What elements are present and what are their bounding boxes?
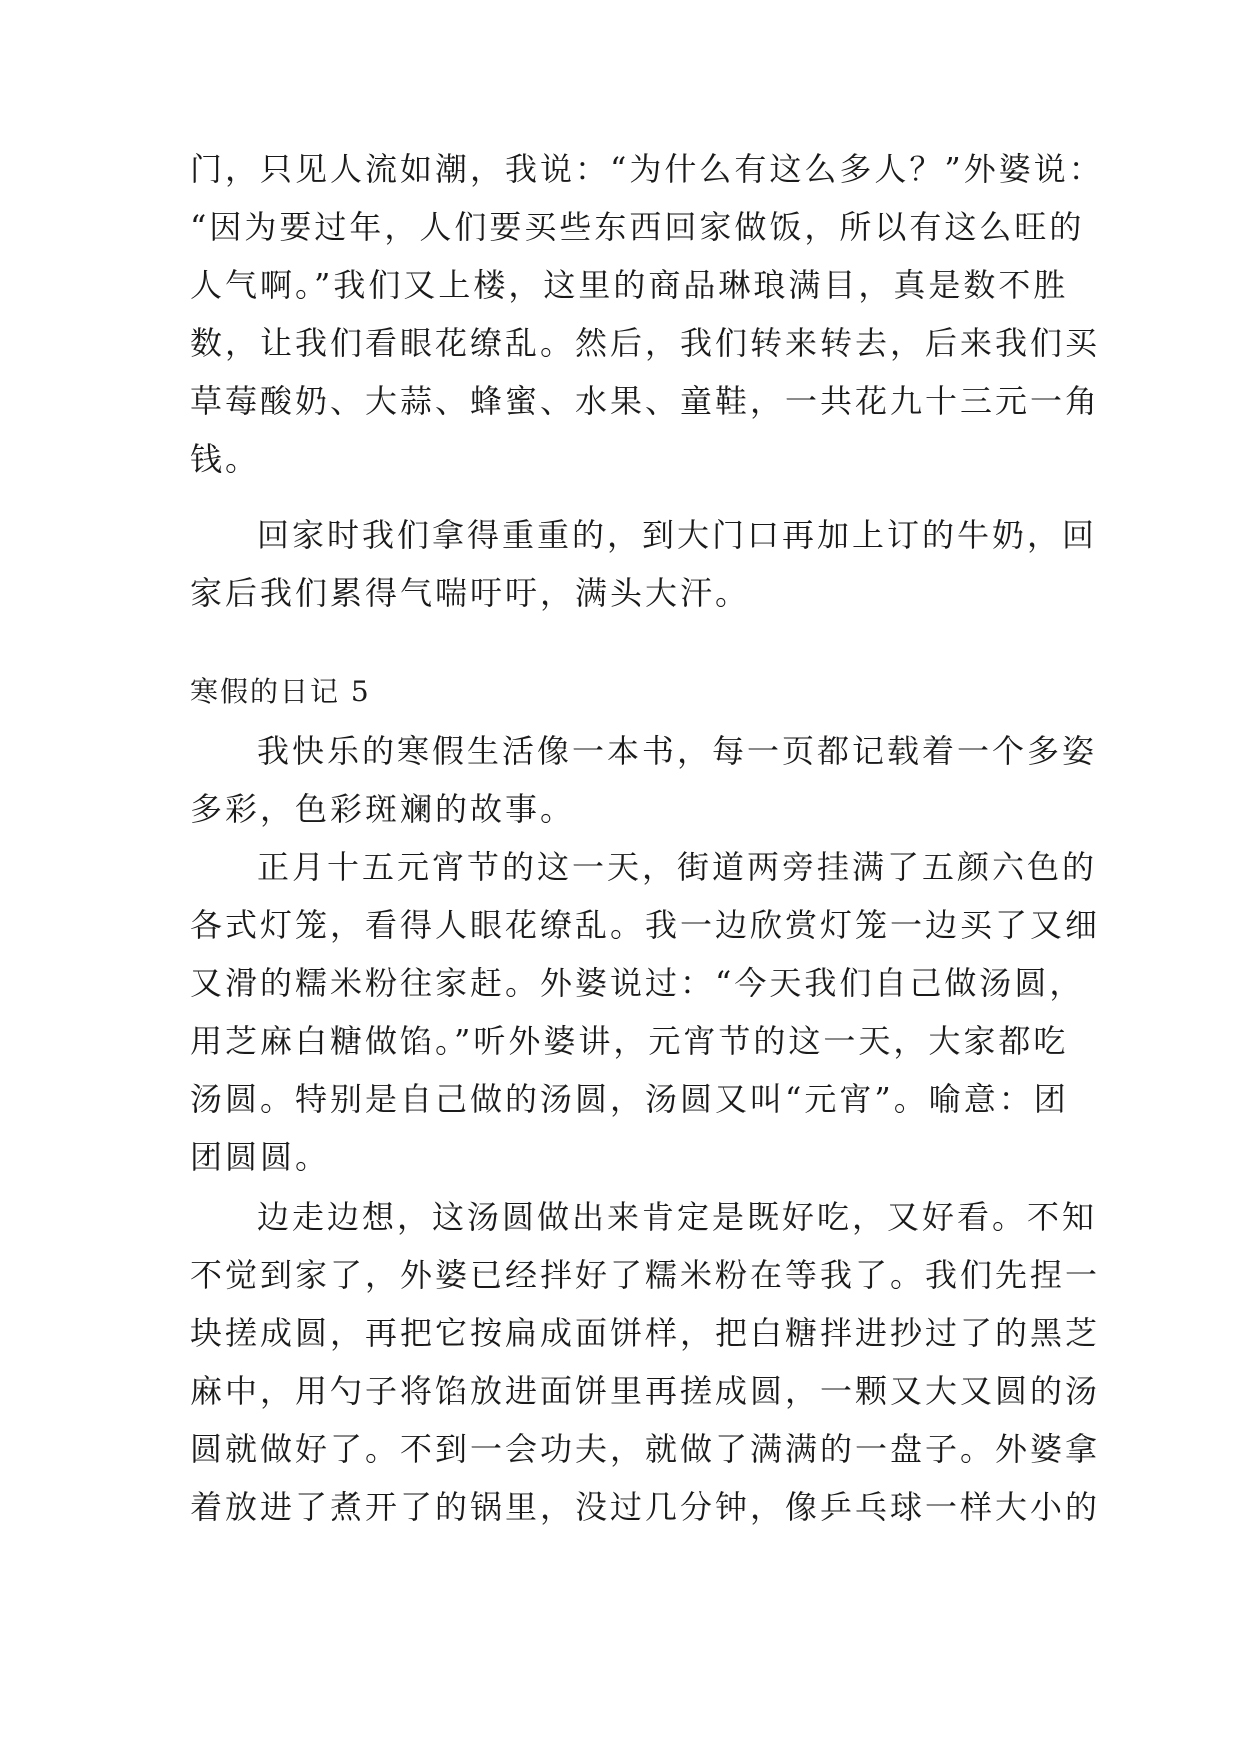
text-line: 人气啊。”我们又上楼，这里的商品琳琅满目，真是数不胜 — [190, 266, 1069, 304]
paragraph-making-tangyuan — [190, 1188, 1101, 1536]
paragraph-lantern-festival — [190, 838, 1101, 1186]
paragraph-return-home — [190, 506, 1098, 622]
diary-heading: 寒假的日记 5 — [190, 675, 371, 708]
paragraph-market-trip — [190, 140, 1104, 488]
text-line: 着放进了煮开了的锅里，没过几分钟，像乒乓球一样大小的 — [190, 1488, 1101, 1526]
text-line: 多彩，色彩斑斓的故事。 — [190, 790, 576, 828]
text-line: 各式灯笼，看得人眼花缭乱。我一边欣赏灯笼一边买了又细 — [190, 906, 1101, 944]
text-line: 又滑的糯米粉往家赶。外婆说过：“今天我们自己做汤圆， — [190, 964, 1085, 1002]
text-line: 块搓成圆，再把它按扁成面饼样，把白糖拌进抄过了的黑芝 — [190, 1314, 1101, 1352]
text-line: 圆就做好了。不到一会功夫，就做了满满的一盘子。外婆拿 — [190, 1430, 1101, 1468]
text-line: 边走边想，这汤圆做出来肯定是既好吃，又好看。不知 — [257, 1198, 1098, 1236]
text-line: 家后我们累得气喘吁吁，满头大汗。 — [190, 574, 751, 612]
text-line: 麻中，用勺子将馅放进面饼里再搓成圆，一颗又大又圆的汤 — [190, 1372, 1101, 1410]
text-line: 团圆圆。 — [190, 1138, 331, 1176]
text-line: 数，让我们看眼花缭乱。然后，我们转来转去，后来我们买 — [190, 324, 1101, 362]
text-line: 草莓酸奶、大蒜、蜂蜜、水果、童鞋，一共花九十三元一角 — [190, 382, 1101, 420]
text-line: 回家时我们拿得重重的，到大门口再加上订的牛奶，回 — [257, 516, 1098, 554]
text-line: “因为要过年，人们要买些东西回家做饭，所以有这么旺的 — [190, 208, 1085, 246]
text-line: 钱。 — [190, 440, 261, 478]
diary-heading-block — [190, 663, 1070, 721]
text-line: 正月十五元宵节的这一天，街道两旁挂满了五颜六色的 — [257, 848, 1098, 886]
text-line: 汤圆。特别是自己做的汤圆，汤圆又叫“元宵”。喻意：团 — [190, 1080, 1069, 1118]
text-line: 不觉到家了，外婆已经拌好了糯米粉在等我了。我们先捏一 — [190, 1256, 1101, 1294]
text-line: 用芝麻白糖做馅。”听外婆讲，元宵节的这一天，大家都吃 — [190, 1022, 1069, 1060]
paragraph-intro — [190, 722, 1098, 838]
text-line: 门，只见人流如潮，我说：“为什么有这么多人？”外婆说： — [190, 150, 1104, 188]
text-line: 我快乐的寒假生活像一本书，每一页都记载着一个多姿 — [257, 732, 1098, 770]
